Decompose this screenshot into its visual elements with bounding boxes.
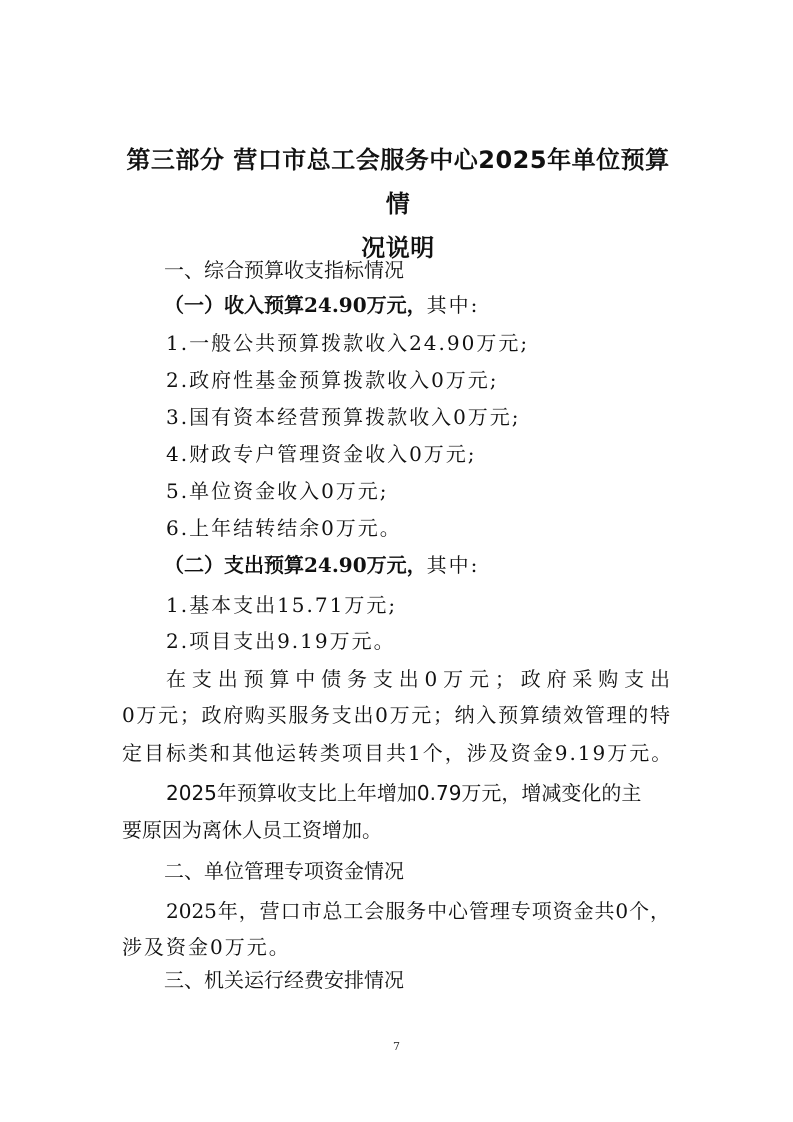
page-number: 7 xyxy=(393,1040,400,1053)
title-line-2: 况说明 xyxy=(361,234,435,262)
page-title xyxy=(118,138,678,270)
income-item-6: 6.上年结转结余0万元。 xyxy=(166,516,402,540)
section-2-line-1: 2025年，营口市总工会服务中心管理专项资金共0个， xyxy=(166,899,670,923)
income-item-1: 1.一般公共预算拨款收入24.90万元; xyxy=(166,331,530,355)
income-item-4: 4.财政专户管理资金收入0万元; xyxy=(166,442,477,466)
section-1-heading: 一、综合预算收支指标情况 xyxy=(164,258,404,282)
paragraph-1-line-1: 在支出预算中债务支出0万元；政府采购支出 xyxy=(166,667,670,691)
expense-heading-rest: 其中: xyxy=(426,553,480,577)
paragraph-2-line-2: 要原因为离休人员工资增加。 xyxy=(122,818,382,842)
expense-item-2: 2.项目支出9.19万元。 xyxy=(166,629,396,653)
expense-heading xyxy=(164,550,479,580)
income-heading-rest: 其中: xyxy=(426,293,480,317)
income-heading xyxy=(164,290,479,320)
section-2-heading: 二、单位管理专项资金情况 xyxy=(164,859,404,883)
expense-item-1: 1.基本支出15.71万元; xyxy=(166,593,398,617)
income-item-2: 2.政府性基金预算拨款收入0万元; xyxy=(166,368,499,392)
paragraph-1-line-2: 0万元；政府购买服务支出0万元；纳入预算绩效管理的特 xyxy=(122,703,670,727)
section-2-line-2: 涉及资金0万元。 xyxy=(122,935,291,959)
expense-heading-bold: （二）支出预算24.90万元， xyxy=(164,553,427,577)
paragraph-2-line-1: 2025年预算收支比上年增加0.79万元，增减变化的主 xyxy=(166,781,642,805)
income-item-5: 5.单位资金收入0万元; xyxy=(166,479,389,503)
title-line-1: 第三部分 营口市总工会服务中心2025年单位预算情 xyxy=(126,146,670,218)
income-item-3: 3.国有资本经营预算拨款收入0万元; xyxy=(166,405,521,429)
section-3-heading: 三、机关运行经费安排情况 xyxy=(164,968,404,992)
income-heading-bold: （一）收入预算24.90万元， xyxy=(164,293,427,317)
paragraph-1-line-3: 定目标类和其他运转类项目共1个，涉及资金9.19万元。 xyxy=(122,741,674,765)
